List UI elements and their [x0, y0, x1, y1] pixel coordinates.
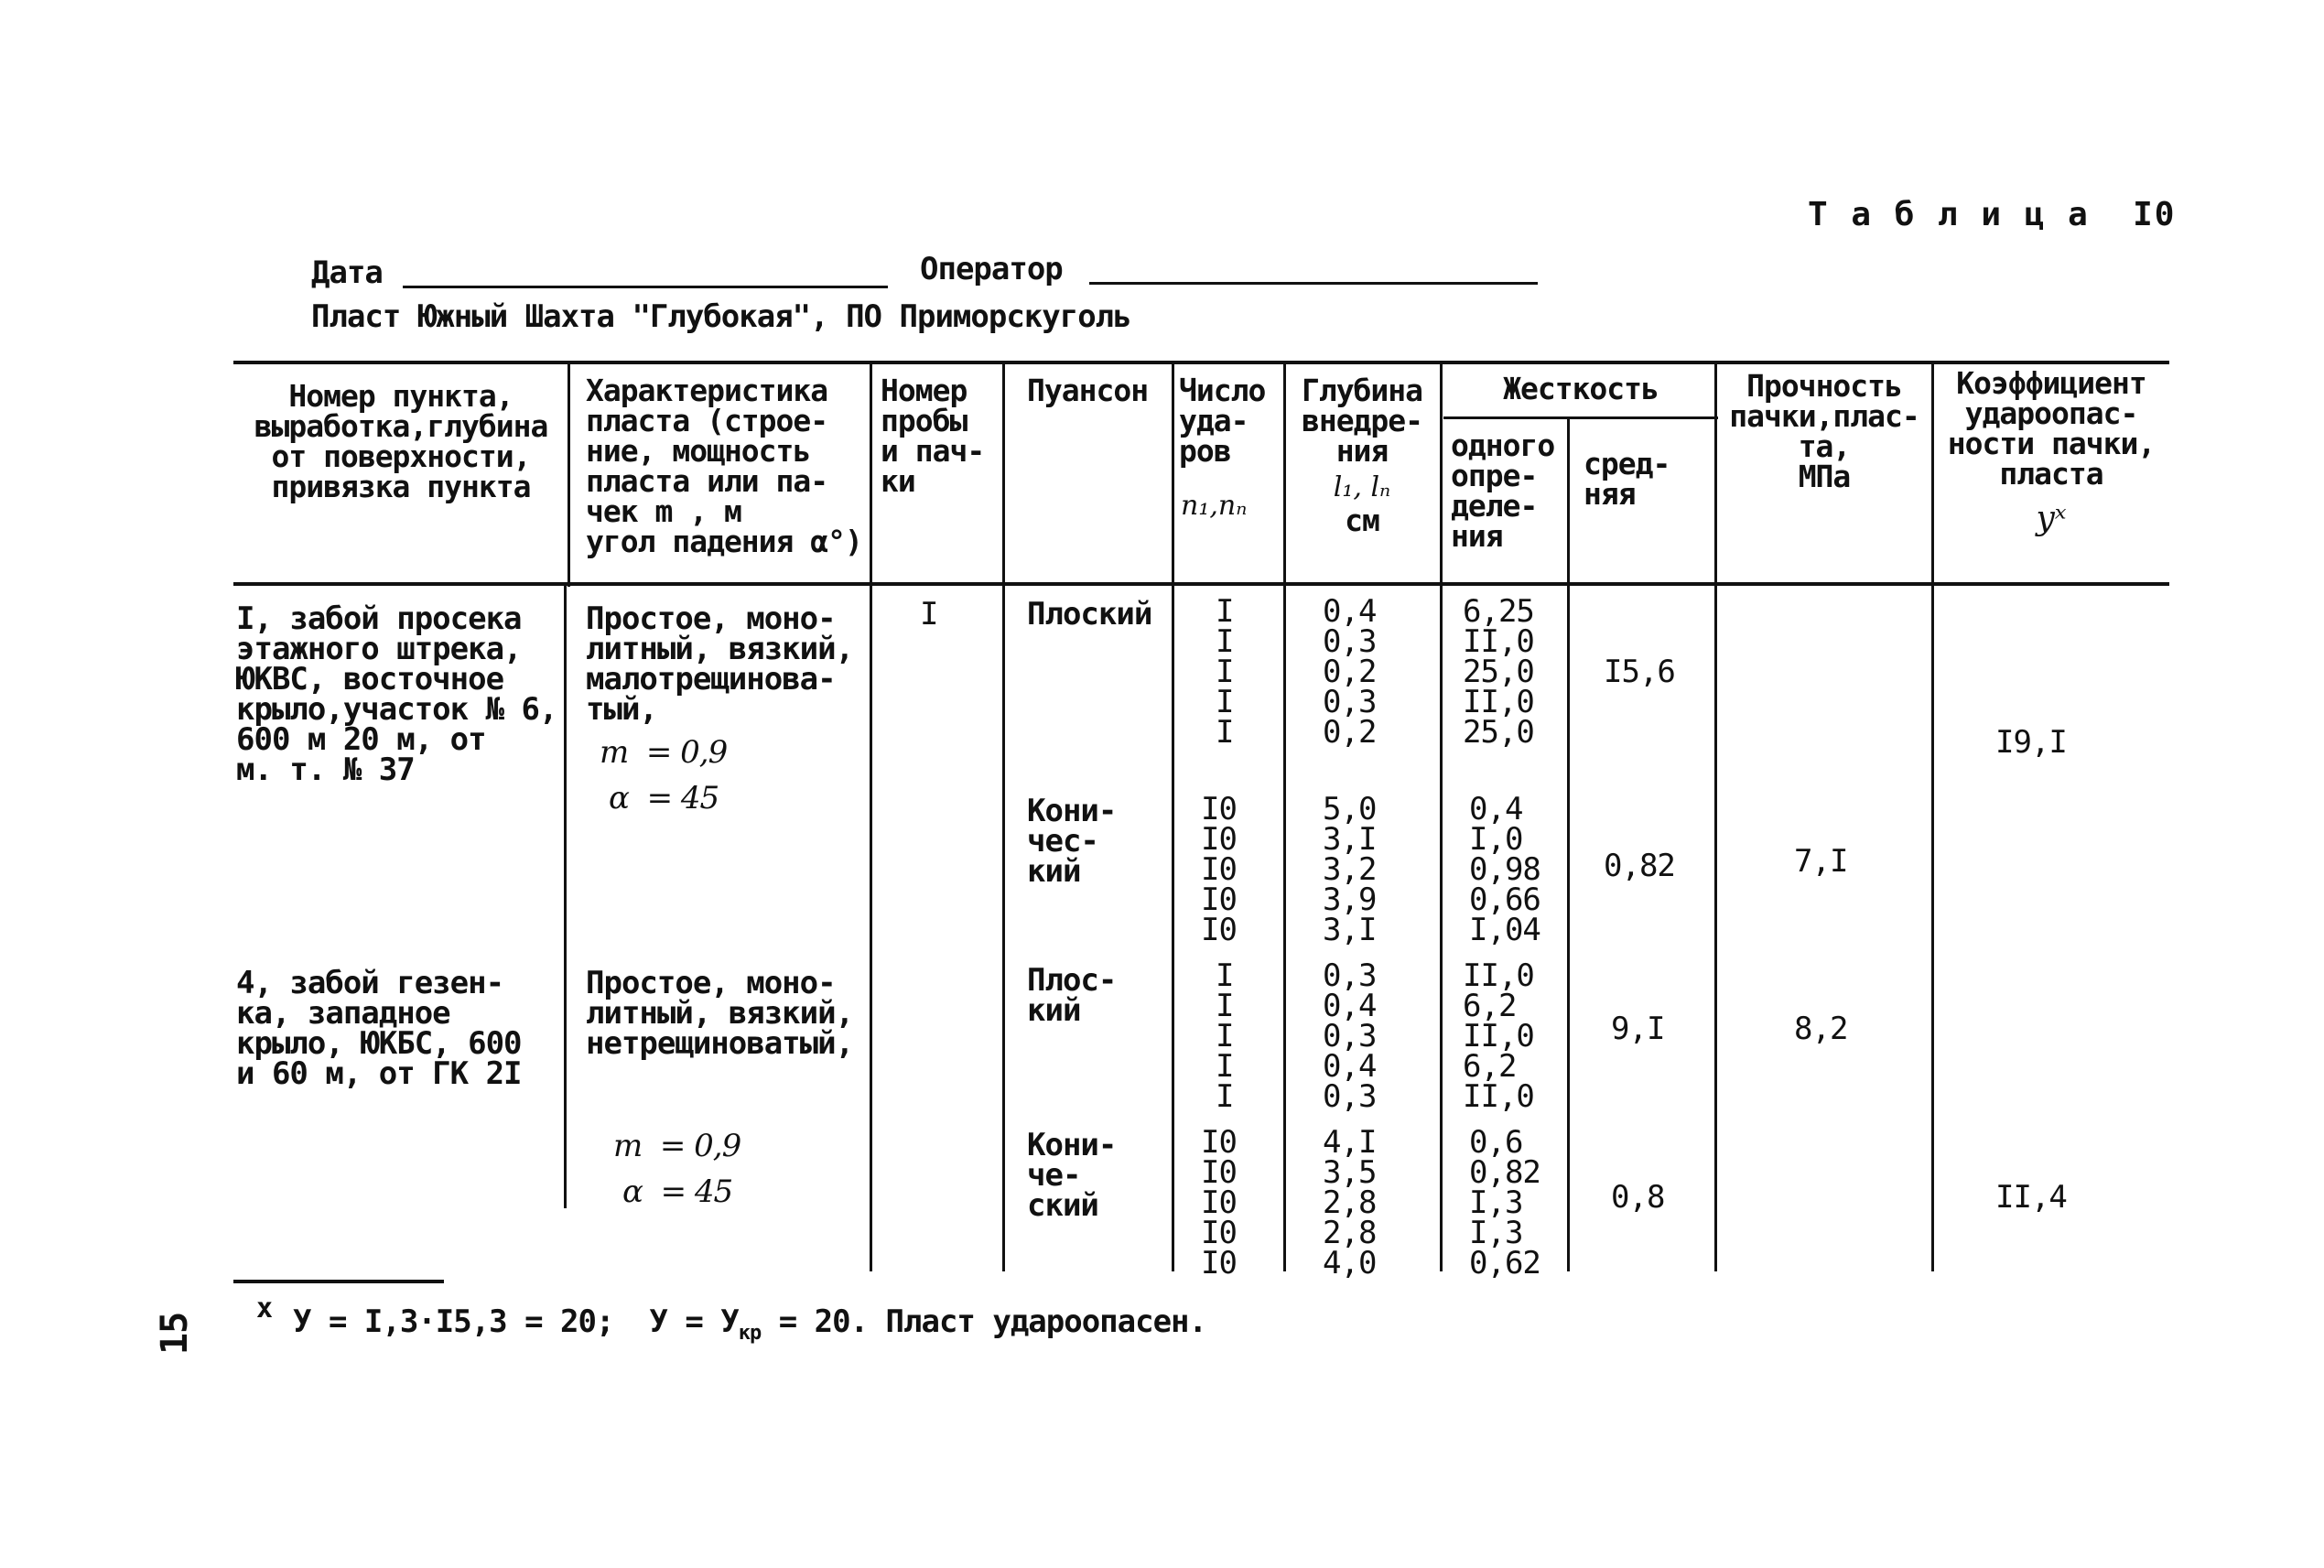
- point-4-thickness: m = 0,9: [613, 1128, 741, 1164]
- group-2-punch: Кони- чес- кий: [1027, 793, 1117, 890]
- group-3-stiffness-avg: 9,I: [1611, 1011, 1665, 1047]
- header-stiffness-single: одного опре- деле- ния: [1451, 427, 1555, 554]
- stiffness-sub-rule: [1443, 416, 1718, 419]
- point-4-coefficient: II,4: [1995, 1179, 2067, 1216]
- table-top-rule: [233, 361, 2169, 364]
- group-3-hits: I I I I I: [1216, 957, 1234, 1115]
- col-divider-8: [1714, 362, 1717, 1271]
- group-2-depth: 5,0 3,I 3,2 3,9 3,I: [1323, 791, 1377, 948]
- date-label: Дата: [311, 254, 383, 291]
- col-divider-2: [870, 362, 872, 1271]
- group-4-depth: 4,I 3,5 2,8 2,8 4,0: [1323, 1124, 1377, 1281]
- header-depth: Глубина внедре- ния: [1301, 373, 1423, 469]
- footnote-text-a: У = I,3·I5,3 = 20; У = У: [293, 1303, 739, 1340]
- header-depth-unit: см: [1345, 503, 1379, 538]
- group-2-stiffness-single: 0,4 I,0 0,98 0,66 I,04: [1469, 791, 1540, 948]
- col-divider-1: [567, 362, 570, 587]
- footnote-text: [293, 1303, 1206, 1348]
- group-4-hits: I0 I0 I0 I0 I0: [1201, 1124, 1237, 1281]
- group-1-stiffness-single: 6,25 II,0 25,0 II,0 25,0: [1463, 593, 1534, 751]
- group-3-stiffness-single: II,0 6,2 II,0 6,2 II,0: [1463, 957, 1534, 1115]
- group-1-punch: Плоский: [1027, 596, 1152, 633]
- header-bottom-rule: [233, 582, 2169, 586]
- operator-field-line: [1089, 282, 1538, 285]
- group-3-depth: 0,3 0,4 0,3 0,4 0,3: [1323, 957, 1377, 1115]
- point-4-description: 4, забой гезен- ка, западное крыло, ЮКБС, 600 и 60 м, от ГК 2I: [236, 965, 522, 1092]
- group-4-stiffness-avg: 0,8: [1611, 1179, 1665, 1216]
- header-point: Номер пункта, выработка,глубина от поверхности, привязка пункта: [254, 378, 548, 504]
- point-1-coefficient: I9,I: [1995, 724, 2067, 761]
- header-sample: Номер пробы и пач- ки: [881, 373, 985, 499]
- col-divider-6: [1440, 362, 1443, 1271]
- group-2-hits: I0 I0 I0 I0 I0: [1201, 791, 1237, 948]
- group-3-punch: Плос- кий: [1027, 962, 1117, 1029]
- group-1-hits: I I I I I: [1216, 593, 1234, 751]
- header-hits-symbol: n₁,nₙ: [1181, 490, 1248, 522]
- group-3-strength: 8,2: [1794, 1011, 1848, 1047]
- footnote-subscript: кр: [738, 1321, 762, 1345]
- group-2-stiffness-avg: 0,82: [1604, 848, 1675, 884]
- point-1-angle: α = 45: [609, 780, 719, 816]
- col-divider-7: [1567, 417, 1570, 1271]
- group-1-depth: 0,4 0,3 0,2 0,3 0,2: [1323, 593, 1377, 751]
- footnote-mark: x: [256, 1292, 273, 1325]
- header-depth-symbol: l₁, lₙ: [1333, 471, 1391, 503]
- header-punch: Пуансон: [1027, 373, 1149, 408]
- group-4-stiffness-single: 0,6 0,82 I,3 I,3 0,62: [1469, 1124, 1540, 1281]
- col-divider-9: [1931, 362, 1934, 1271]
- col-divider-3: [1002, 362, 1005, 1271]
- footnote-text-b: = 20. Пласт удароопасен.: [761, 1303, 1206, 1340]
- footnote-rule: [233, 1280, 444, 1283]
- point-1-thickness: m = 0,9: [600, 734, 728, 771]
- header-hits: Число уда- ров: [1179, 373, 1266, 469]
- page-number: 15: [154, 1312, 196, 1355]
- date-field-line: [403, 286, 888, 288]
- point-4-angle: α = 45: [622, 1173, 733, 1210]
- operator-label: Оператор: [920, 251, 1063, 287]
- seam-line: Пласт Южный Шахта "Глубокая", ПО Приморскуголь: [311, 298, 1131, 335]
- point-1-sample: I: [920, 596, 938, 633]
- col-divider-4: [1172, 362, 1174, 1271]
- header-stiffness-avg: сред- няя: [1584, 446, 1670, 512]
- header-strength: Прочность пачки,плас- та, МПа: [1729, 368, 1919, 494]
- group-4-punch: Кони- че- ский: [1027, 1127, 1117, 1224]
- col-divider-1b: [564, 586, 567, 1208]
- point-1-description: I, забой просека этажного штрека, ЮКВС, восточное крыло,участок № 6, 600 м 20 м, от м. т. № 37: [236, 600, 557, 788]
- header-characteristic: Характеристика пласта (строе- ние, мощность пласта или па- чек m , м угол падения α°): [586, 373, 862, 559]
- header-coefficient: Коэффициент удароопас- ности пачки, пласта: [1947, 365, 2156, 492]
- group-2-strength: 7,I: [1794, 843, 1848, 880]
- group-1-stiffness-avg: I5,6: [1604, 654, 1675, 690]
- header-coefficient-symbol: yˣ: [2036, 500, 2067, 537]
- point-1-characteristic: Простое, моно- литный, вязкий, малотрещинова- тый,: [586, 600, 854, 728]
- point-4-characteristic: Простое, моно- литный, вязкий, нетрещиноватый,: [586, 965, 854, 1062]
- table-title: Т а б л и ц а I0: [1808, 196, 2177, 233]
- header-stiffness: Жесткость: [1503, 371, 1659, 406]
